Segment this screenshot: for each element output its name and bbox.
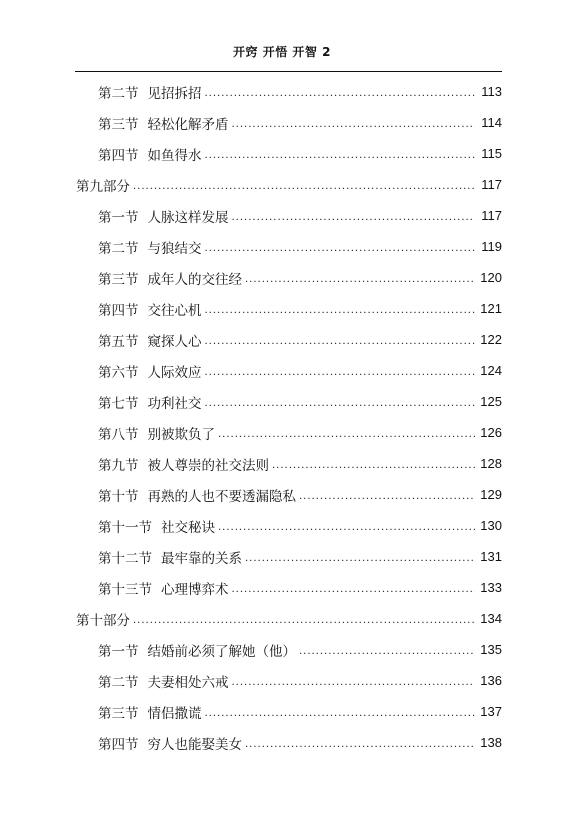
toc-entry-page: 129 bbox=[480, 487, 502, 502]
toc-entry[interactable] bbox=[0, 634, 564, 665]
dot-leader bbox=[205, 367, 476, 378]
dot-leader bbox=[299, 646, 475, 657]
toc-entry-number: 第十节 bbox=[98, 488, 139, 505]
toc-entry[interactable] bbox=[0, 727, 564, 758]
dot-leader bbox=[218, 522, 475, 533]
toc-entry-title: 人际效应 bbox=[147, 364, 202, 381]
dot-leader bbox=[205, 243, 476, 254]
toc-part-entry[interactable] bbox=[0, 603, 564, 634]
dot-leader bbox=[245, 274, 475, 285]
dot-leader bbox=[205, 150, 476, 161]
toc-entry-page: 113 bbox=[481, 84, 502, 99]
toc-entry[interactable] bbox=[0, 76, 564, 107]
toc-entry[interactable] bbox=[0, 231, 564, 262]
dot-leader bbox=[299, 491, 475, 502]
toc-entry-page: 136 bbox=[480, 673, 502, 688]
dot-leader bbox=[218, 429, 475, 440]
toc-entry-number: 第四节 bbox=[98, 147, 139, 164]
toc-entry-page: 120 bbox=[480, 270, 502, 285]
toc-entry-page: 130 bbox=[480, 518, 502, 533]
toc-entry-title: 社交秘诀 bbox=[161, 519, 215, 536]
toc-entry-number: 第十一节 bbox=[98, 519, 152, 536]
toc-entry-number: 第十二节 bbox=[98, 550, 152, 567]
toc-entry[interactable] bbox=[0, 510, 564, 541]
toc-entry[interactable] bbox=[0, 448, 564, 479]
toc-entry-page: 125 bbox=[480, 394, 502, 409]
toc-part-entry[interactable] bbox=[0, 169, 564, 200]
toc-entry-title: 被人尊崇的社交法则 bbox=[147, 457, 269, 474]
toc-entry-page: 117 bbox=[481, 177, 502, 192]
toc-entry[interactable] bbox=[0, 293, 564, 324]
dot-leader bbox=[205, 88, 476, 99]
dot-leader bbox=[245, 553, 475, 564]
toc-entry-page: 135 bbox=[480, 642, 502, 657]
toc-entry-page: 133 bbox=[480, 580, 502, 595]
toc-entry[interactable] bbox=[0, 479, 564, 510]
toc-entry-title: 功利社交 bbox=[147, 395, 202, 412]
table-of-contents bbox=[0, 76, 564, 758]
toc-entry-title: 再熟的人也不要透漏隐私 bbox=[147, 488, 296, 505]
toc-entry-page: 128 bbox=[480, 456, 502, 471]
toc-entry-title: 穷人也能娶美女 bbox=[147, 736, 242, 753]
toc-entry-page: 117 bbox=[481, 208, 502, 223]
toc-entry[interactable] bbox=[0, 107, 564, 138]
toc-entry-number: 第十三节 bbox=[98, 581, 152, 598]
toc-entry-title: 成年人的交往经 bbox=[147, 271, 242, 288]
toc-entry[interactable] bbox=[0, 324, 564, 355]
toc-entry[interactable] bbox=[0, 665, 564, 696]
toc-entry-number: 第二节 bbox=[98, 85, 139, 102]
toc-entry-title: 夫妻相处六戒 bbox=[147, 674, 229, 691]
dot-leader bbox=[205, 708, 476, 719]
toc-entry-number: 第五节 bbox=[98, 333, 139, 350]
dot-leader bbox=[245, 739, 475, 750]
toc-entry-title: 情侣撒谎 bbox=[147, 705, 202, 722]
toc-entry-number: 第三节 bbox=[98, 116, 139, 133]
toc-entry-number: 第二节 bbox=[98, 674, 139, 691]
dot-leader bbox=[133, 615, 475, 626]
toc-entry-title: 与狼结交 bbox=[147, 240, 202, 257]
toc-entry-number: 第三节 bbox=[98, 705, 139, 722]
toc-entry[interactable] bbox=[0, 262, 564, 293]
toc-entry-title: 见招拆招 bbox=[147, 85, 202, 102]
toc-entry-number: 第四节 bbox=[98, 302, 139, 319]
dot-leader bbox=[205, 305, 476, 316]
toc-entry-number: 第八节 bbox=[98, 426, 139, 443]
toc-part-label: 第九部分 bbox=[76, 178, 130, 195]
toc-entry-number: 第六节 bbox=[98, 364, 139, 381]
toc-entry-title: 如鱼得水 bbox=[147, 147, 202, 164]
dot-leader bbox=[272, 460, 475, 471]
toc-entry-number: 第四节 bbox=[98, 736, 139, 753]
dot-leader bbox=[232, 677, 476, 688]
toc-entry-number: 第二节 bbox=[98, 240, 139, 257]
header-rule bbox=[75, 71, 502, 72]
toc-entry-page: 115 bbox=[481, 146, 502, 161]
toc-entry-title: 结婚前必须了解她（他） bbox=[147, 643, 296, 660]
page-header-title: 开窍 开悟 开智 2 bbox=[233, 45, 331, 59]
toc-entry-page: 122 bbox=[480, 332, 502, 347]
toc-entry-page: 119 bbox=[481, 239, 502, 254]
dot-leader bbox=[205, 398, 476, 409]
toc-entry-number: 第一节 bbox=[98, 209, 139, 226]
toc-entry-number: 第三节 bbox=[98, 271, 139, 288]
toc-entry-title: 最牢靠的关系 bbox=[161, 550, 242, 567]
toc-entry-page: 114 bbox=[481, 115, 502, 130]
toc-entry[interactable] bbox=[0, 386, 564, 417]
toc-entry-page: 138 bbox=[480, 735, 502, 750]
toc-entry[interactable] bbox=[0, 572, 564, 603]
toc-entry-number: 第一节 bbox=[98, 643, 139, 660]
toc-entry-page: 137 bbox=[480, 704, 502, 719]
toc-part-label: 第十部分 bbox=[76, 612, 130, 629]
dot-leader bbox=[232, 212, 476, 223]
toc-entry[interactable] bbox=[0, 541, 564, 572]
dot-leader bbox=[205, 336, 476, 347]
toc-entry-number: 第七节 bbox=[98, 395, 139, 412]
toc-entry-page: 121 bbox=[480, 301, 502, 316]
toc-entry-page: 131 bbox=[480, 549, 502, 564]
toc-entry[interactable] bbox=[0, 355, 564, 386]
toc-entry-page: 124 bbox=[480, 363, 502, 378]
toc-entry-title: 别被欺负了 bbox=[147, 426, 215, 443]
toc-entry-title: 人脉这样发展 bbox=[147, 209, 229, 226]
toc-entry-title: 交往心机 bbox=[147, 302, 202, 319]
toc-entry-title: 轻松化解矛盾 bbox=[147, 116, 229, 133]
dot-leader bbox=[232, 119, 476, 130]
toc-entry[interactable] bbox=[0, 696, 564, 727]
toc-entry-page: 134 bbox=[480, 611, 502, 626]
toc-entry-number: 第九节 bbox=[98, 457, 139, 474]
toc-entry-page: 126 bbox=[480, 425, 502, 440]
toc-entry[interactable] bbox=[0, 138, 564, 169]
toc-entry[interactable] bbox=[0, 200, 564, 231]
dot-leader bbox=[133, 181, 475, 192]
toc-entry-title: 窥探人心 bbox=[147, 333, 202, 350]
toc-entry-title: 心理博弈术 bbox=[161, 581, 229, 598]
toc-entry[interactable] bbox=[0, 417, 564, 448]
dot-leader bbox=[232, 584, 476, 595]
